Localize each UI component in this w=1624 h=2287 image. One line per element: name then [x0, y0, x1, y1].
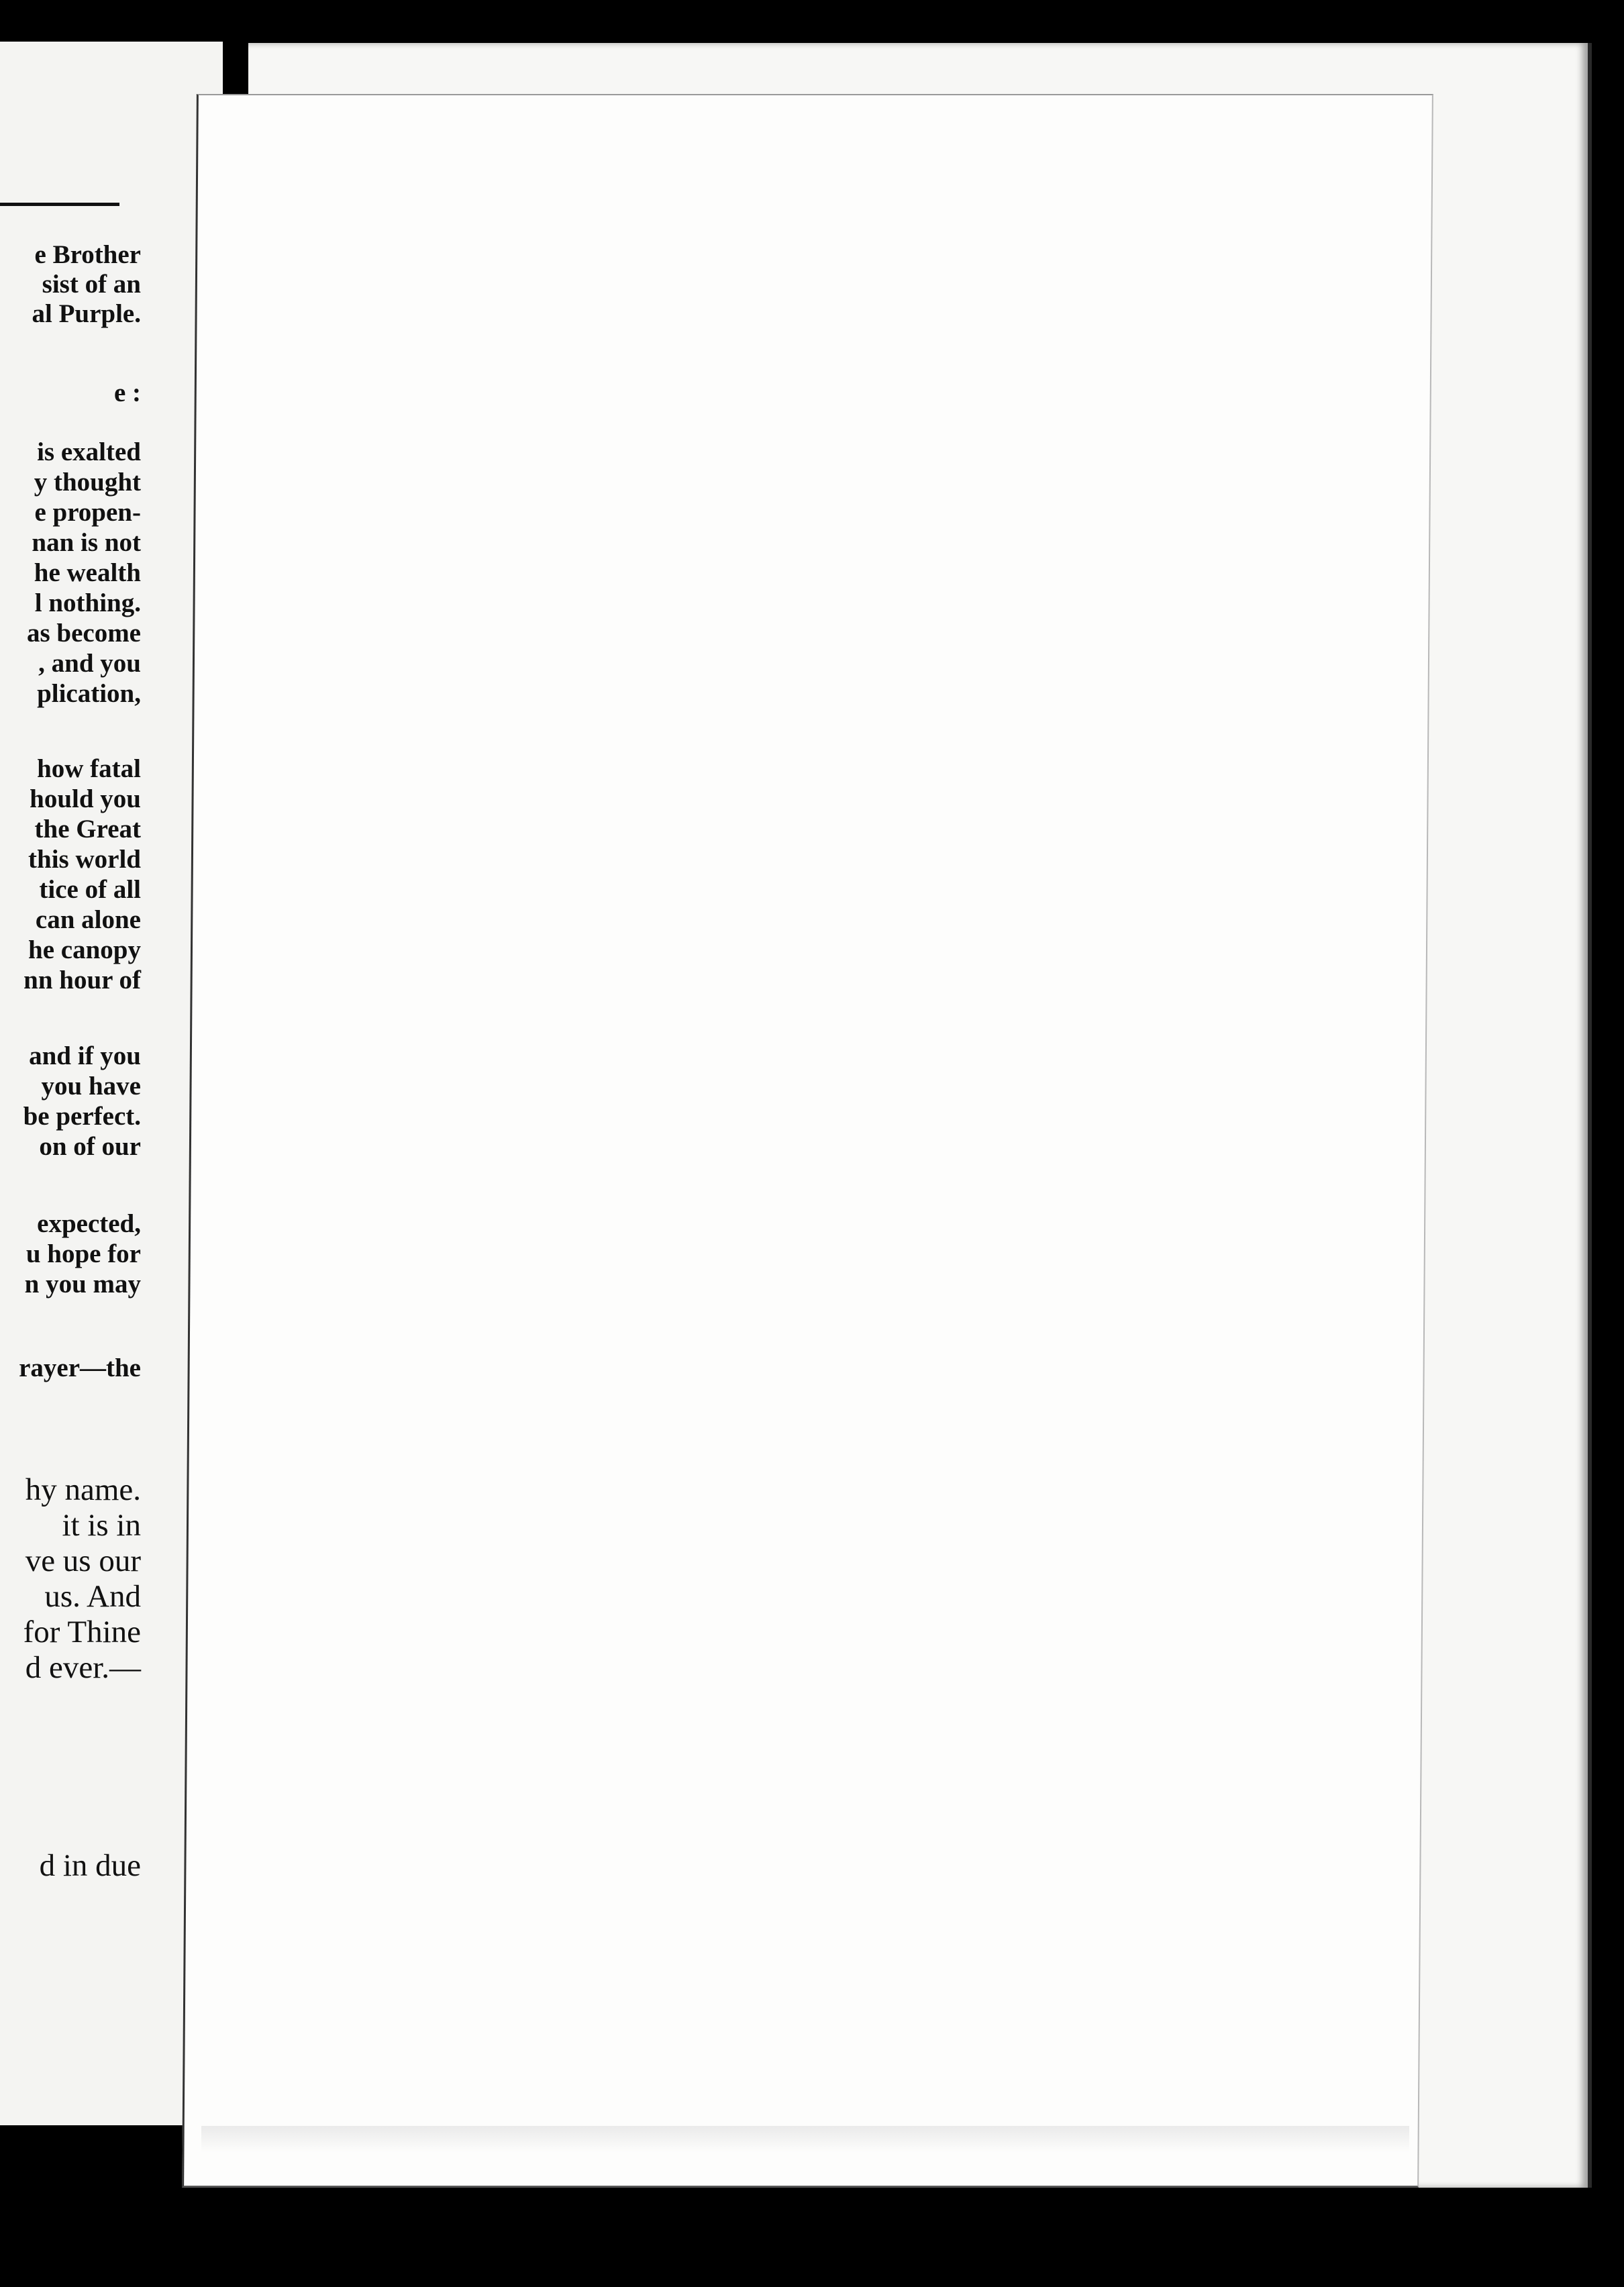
- header-rule: [0, 203, 119, 206]
- text-line: nan is not: [32, 528, 141, 557]
- text-line: d in due: [39, 1848, 141, 1883]
- text-line: the Great: [34, 815, 141, 844]
- text-line: be perfect.: [23, 1102, 141, 1131]
- text-line: e :: [113, 378, 141, 407]
- text-line: hould you: [30, 784, 141, 813]
- text-line: he canopy: [28, 935, 141, 964]
- text-line: ve us our: [25, 1543, 141, 1578]
- text-line: hy name.: [25, 1472, 141, 1507]
- text-line: plication,: [37, 679, 141, 708]
- text-line: can alone: [35, 905, 141, 934]
- text-line: al Purple.: [32, 299, 141, 328]
- text-line: nn hour of: [23, 966, 141, 995]
- text-line: it is in: [62, 1508, 141, 1543]
- text-line: he wealth: [34, 558, 141, 587]
- text-line: u hope for: [26, 1239, 141, 1268]
- text-line: expected,: [37, 1209, 141, 1238]
- text-line: rayer—the: [19, 1354, 141, 1382]
- text-line: as become: [26, 619, 141, 648]
- text-line: us. And: [44, 1579, 141, 1614]
- text-line: for Thine: [23, 1615, 141, 1649]
- leaf-bottom-shadow: [201, 2126, 1409, 2153]
- text-line: you have: [41, 1072, 141, 1101]
- text-line: , and you: [38, 649, 141, 678]
- text-line: e Brother: [34, 240, 141, 269]
- text-line: l nothing.: [34, 589, 141, 617]
- text-line: d ever.—: [25, 1650, 141, 1685]
- text-line: how fatal: [37, 754, 141, 783]
- text-line: sist of an: [42, 270, 141, 299]
- text-line: this world: [28, 845, 141, 874]
- text-line: tice of all: [39, 875, 141, 904]
- text-line: is exalted: [37, 438, 141, 466]
- text-line: n you may: [24, 1270, 141, 1299]
- text-line: y thought: [34, 468, 141, 497]
- blank-right-page: [182, 94, 1433, 2188]
- text-line: and if you: [29, 1041, 141, 1070]
- text-line: on of our: [39, 1132, 141, 1161]
- text-line: e propen-: [34, 498, 141, 527]
